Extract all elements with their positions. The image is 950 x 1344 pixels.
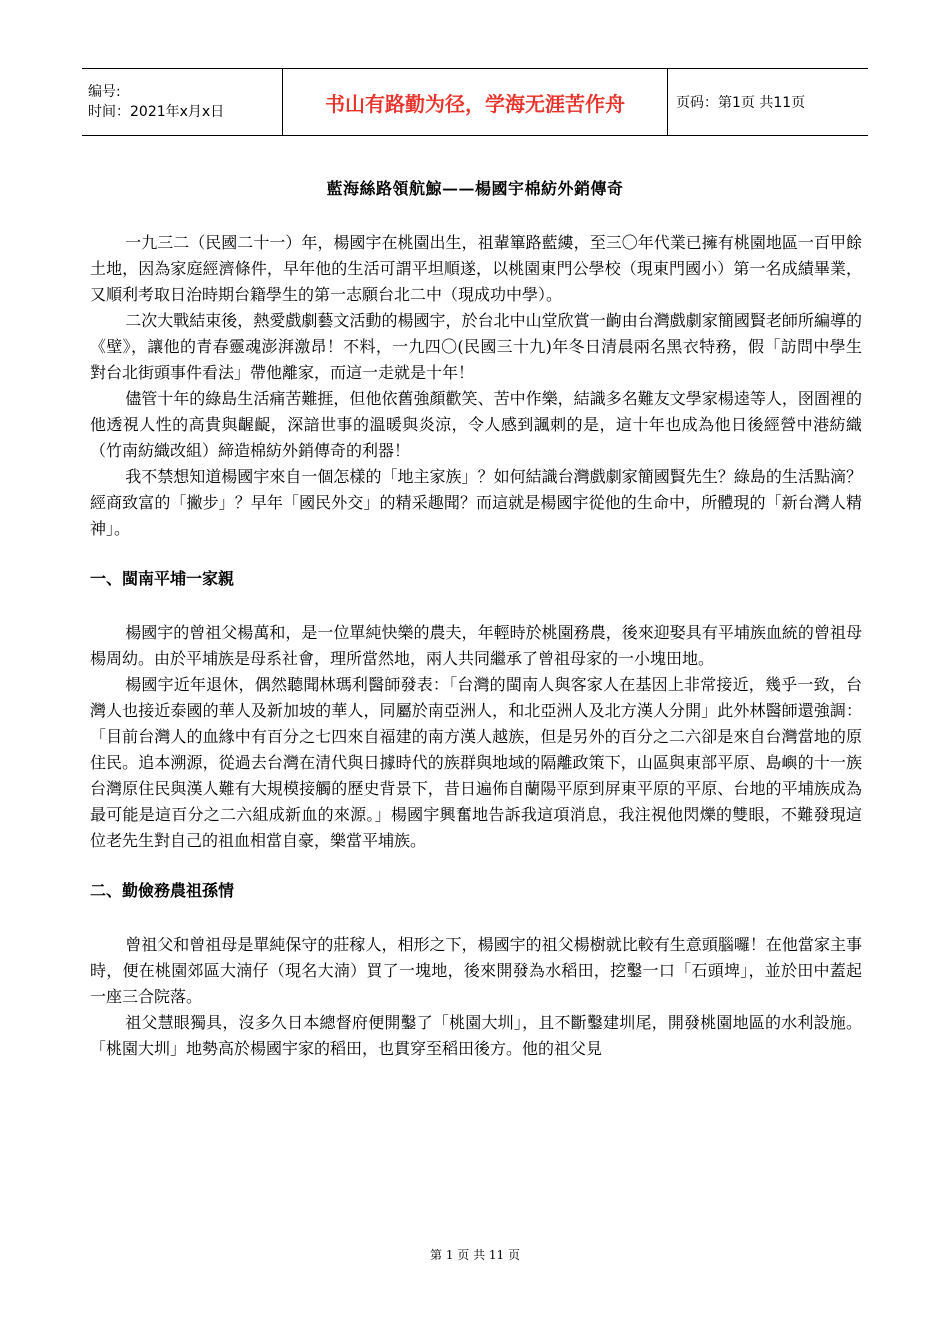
section-2-heading: 二、勤儉務農祖孫情 [90, 881, 235, 900]
intro-paragraph-4: 我不禁想知道楊國宇來自一個怎樣的「地主家族」？如何結識台灣戲劇家簡國賢先生？綠島的生活點滴？經商致富的「撇步」？早年「國民外交」的精采趣聞？而這就是楊國宇從他的生命中，所體現的「新台灣人精神」。 [90, 467, 862, 538]
date-label: 时间：2021年x月x日 [88, 104, 225, 120]
header-page-info: 页码：第1页 共11页 [668, 69, 869, 136]
page-footer: 第 1 页 共 11 页 [430, 1248, 520, 1262]
page-title: 藍海絲路領航鯨——楊國宇棉紡外銷傳奇 [326, 179, 624, 198]
intro-paragraph-1: 一九三二（民國二十一）年，楊國宇在桃園出生，祖輩篳路藍縷，至三〇年代業已擁有桃園地區一百甲餘土地，因為家庭經濟條件，早年他的生活可謂平坦順遂，以桃園東門公學校（現東門國小）第一名成績畢業，又順利考取日治時期台籍學生的第一志願台北二中（現成功中學）。 [90, 233, 862, 304]
number-label: 编号: [88, 84, 121, 100]
document-body [90, 230, 862, 1062]
section-2-paragraph-1: 曾祖父和曾祖母是單純保守的莊稼人，相形之下，楊國宇的祖父楊樹就比較有生意頭腦囉！在他當家主事時，便在桃園郊區大湳仔（現名大湳）買了一塊地，後來開發為水稻田，挖鑿一口「石頭埤」，並於田中蓋起一座三合院落。 [90, 935, 862, 1006]
section-1-heading: 一、閩南平埔一家親 [90, 569, 235, 588]
intro-paragraph-2: 二次大戰結束後，熱愛戲劇藝文活動的楊國宇，於台北中山堂欣賞一齣由台灣戲劇家簡國賢老師所編導的《壁》，讓他的青春靈魂澎湃激昂！不料，一九四〇(民國三十九)年冬日清晨兩名黑衣特務，假「訪問中學生對台北街頭事件看法」帶他離家，而這一走就是十年！ [90, 311, 862, 382]
section-1-paragraph-2: 楊國宇近年退休，偶然聽聞林瑪利醫師發表：「台灣的閩南人與客家人在基因上非常接近，幾乎一致，台灣人也接近泰國的華人及新加坡的華人，同屬於南亞洲人，和北亞洲人及北方漢人分開」此外林醫師還強調：「目前台灣人的血緣中有百分之七四來自福建的南方漢人越族，但是另外的百分之二六卻是來自台灣當地的原住民。追本溯源，從過去台灣在清代與日據時代的族群與地域的隔離政策下，山區與東部平原、島嶼的十一族台灣原住民與漢人難有大規模接觸的歷史背景下，昔日遍佈自蘭陽平原到屏東平原的平原、台地的平埔族成為最可能是這百分之二六組成新血的來源。」楊國宇興奮地告訴我這項消息，我注視他閃爍的雙眼，不難發現這位老先生對自己的祖血相當自豪，樂當平埔族。 [90, 675, 862, 850]
intro-paragraph-3: 儘管十年的綠島生活痛苦難捱，但他依舊強顏歡笑、苦中作樂，結識多名難友文學家楊逵等人，囹圄裡的他透視人性的高貴與齷齪，深諳世事的溫暖與炎涼，令人感到諷刺的是，這十年也成為他日後經營中港紡織（竹南紡織改組）締造棉紡外銷傳奇的利器！ [90, 389, 862, 460]
header-motto: 书山有路勤为径，学海无涯苦作舟 [283, 69, 668, 136]
section-2-paragraph-2: 祖父慧眼獨具，沒多久日本總督府便開鑿了「桃園大圳」，且不斷鑿建圳尾，開發桃園地區的水利設施。「桃園大圳」地勢高於楊國宇家的稻田，也貫穿至稻田後方。他的祖父見 [90, 1013, 862, 1058]
header-meta [82, 69, 283, 136]
section-1-paragraph-1: 楊國宇的曾祖父楊萬和，是一位單純快樂的農夫，年輕時於桃園務農，後來迎娶具有平埔族血統的曾祖母楊周幼。由於平埔族是母系社會，理所當然地，兩人共同繼承了曾祖母家的一小塊田地。 [90, 623, 862, 668]
document-header [82, 68, 868, 136]
